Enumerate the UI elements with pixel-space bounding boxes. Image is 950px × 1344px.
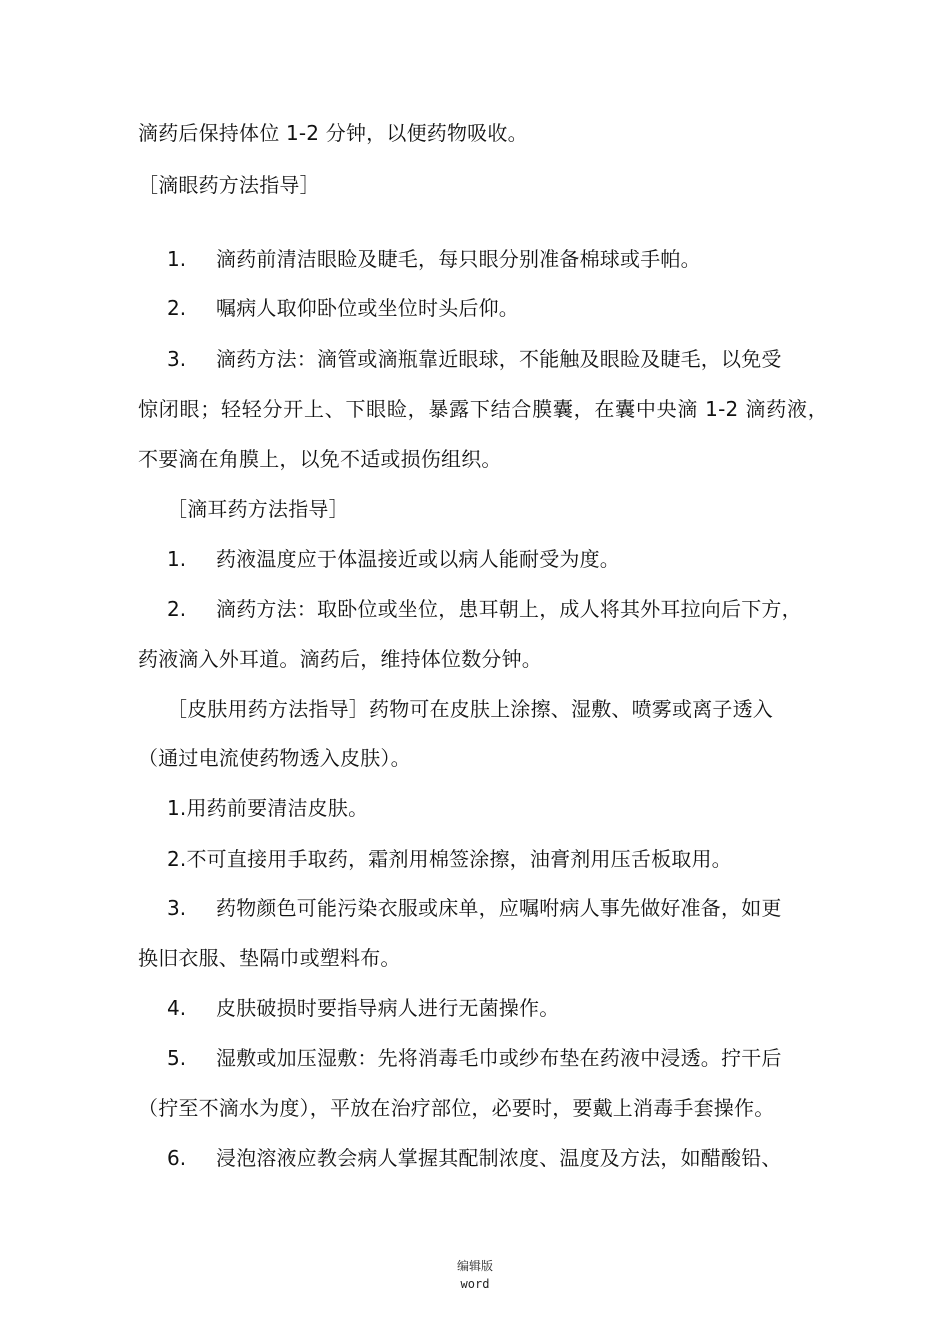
list-item-text: 滴药方法：取卧位或坐位，患耳朝上，成人将其外耳拉向后下方，: [216, 597, 802, 621]
text-line: （拧至不滴水为度），平放在治疗部位，必要时，要戴上消毒手套操作。: [138, 1096, 775, 1120]
text-line: 换旧衣服、垫隔巾或塑料布。: [138, 946, 401, 970]
text-line: 惊闭眼；轻轻分开上、下眼睑，暴露下结合膜囊，在囊中央滴 1-2 滴药液，: [138, 397, 828, 421]
footer-word: word: [460, 1277, 490, 1291]
list-item-text: 1.用药前要清洁皮肤。: [167, 796, 369, 820]
list-number: 5.: [167, 1046, 187, 1070]
list-item-text: 2.不可直接用手取药，霜剂用棉签涂擦，油膏剂用压舌板取用。: [167, 847, 732, 871]
list-item-text: 皮肤破损时要指导病人进行无菌操作。: [216, 996, 560, 1020]
section-heading-ear-drops: ［滴耳药方法指导］: [167, 497, 349, 521]
list-item-text: 湿敷或加压湿敷：先将消毒毛巾或纱布垫在药液中浸透。拧干后: [216, 1046, 782, 1070]
list-number: 1.: [167, 547, 187, 571]
list-number: 4.: [167, 996, 187, 1020]
list-item-text: 嘱病人取仰卧位或坐位时头后仰。: [216, 296, 519, 320]
list-number: 3.: [167, 896, 187, 920]
list-number: 2.: [167, 597, 187, 621]
footer-label: 编辑版: [456, 1259, 493, 1273]
list-item-text: 药液温度应于体温接近或以病人能耐受为度。: [216, 547, 620, 571]
section-heading-eye-drops: ［滴眼药方法指导］: [138, 173, 320, 197]
list-item-text: 药物颜色可能污染衣服或床单，应嘱咐病人事先做好准备，如更: [216, 896, 782, 920]
text-line: 不要滴在角膜上，以免不适或损伤组织。: [138, 447, 502, 471]
list-item-text: 浸泡溶液应教会病人掌握其配制浓度、温度及方法，如醋酸铅、: [216, 1146, 782, 1170]
text-line: 药液滴入外耳道。滴药后，维持体位数分钟。: [138, 647, 542, 671]
section-heading-skin-medication: ［皮肤用药方法指导］药物可在皮肤上涂擦、湿敷、喷雾或离子透入: [167, 697, 773, 721]
list-number: 1.: [167, 247, 187, 271]
text-line: 滴药后保持体位 1-2 分钟，以便药物吸收。: [138, 121, 528, 145]
text-line: （通过电流使药物透入皮肤）。: [138, 746, 411, 770]
list-number: 3.: [167, 347, 187, 371]
list-item-text: 滴药方法：滴管或滴瓶靠近眼球，不能触及眼睑及睫毛，以免受: [216, 347, 782, 371]
list-item-text: 滴药前清洁眼睑及睫毛，每只眼分别准备棉球或手帕。: [216, 247, 701, 271]
list-number: 2.: [167, 296, 187, 320]
list-number: 6.: [167, 1146, 187, 1170]
